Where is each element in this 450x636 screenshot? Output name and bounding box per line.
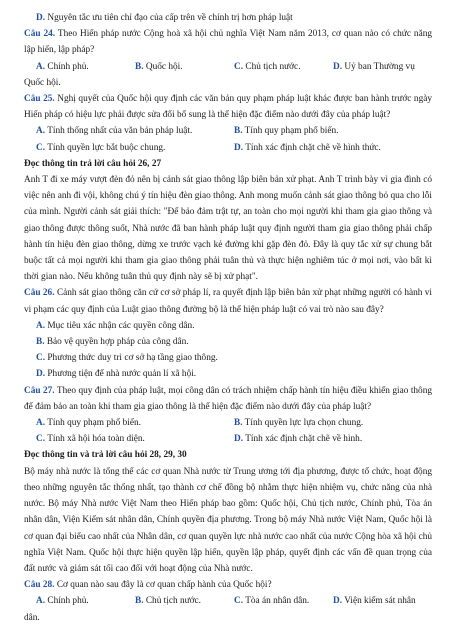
question-27-options-row2 <box>24 431 432 447</box>
question-25-options-row1 <box>24 123 432 139</box>
question-28 <box>24 577 432 593</box>
option-d: D. Tính xác định chặt chẽ về hình. <box>234 434 363 445</box>
option-c: C. Phương thức duy trì cơ sở hạ tầng giao thông. <box>36 353 218 364</box>
reading-passage: Anh T đi xe máy vượt đèn đỏ nên bị cảnh sát giao thông lập biên bản xử phạt. Anh T trình bày vì gia đình có việc nên anh đi vội, không chú ý tín hiệu đèn giao thông. Anh mong muốn cảnh sát giao thông bỏ qua cho lỗi của mình. Người cảnh sát giải thích: "Để bảo đảm trật tự, an toàn cho mọi người khi tham gia giao thông và giao thông được thông suốt, Nhà nước đã ban hành pháp luật quy định người tham gia giao thông phải chấp hành tín hiệu đèn giao thông, dừng xe trước vạch kẻ đường khi gặp đèn đỏ. Đây là quy tắc xử sự chung bắt buộc tất cả mọi người khi tham gia giao thông phải tuân thủ và thực hiện nghiêm túc ở mọi nơi, vào bất kì thời gian nào. Nếu không tuân thủ quy định này sẽ bị xử phạt". <box>24 175 432 283</box>
option-a: A. Tính thống nhất của văn bản pháp luật. <box>36 126 193 137</box>
question-25-options-row2 <box>24 140 432 156</box>
option-c: C. Tòa án nhân dân. <box>234 596 310 607</box>
option-letter: A. <box>36 418 46 429</box>
question-text: Cảnh sát giao thông căn cứ cơ sở pháp lí, ra quyết định lập biên bản xử phạt những người có hành vi vi phạm các quy định của Luật giao thông đường bộ là thể hiện pháp luật có vai trò nào sau đây? <box>24 288 433 315</box>
question-number: Câu 24. <box>24 29 56 40</box>
question-27-options-row1 <box>24 415 432 431</box>
option-letter: C. <box>234 61 244 72</box>
option-d-continuation: dân. <box>24 612 40 623</box>
reading-passage: Bộ máy nhà nước là tổng thể các cơ quan Nhà nước từ Trung ương tới địa phương, được tổ chức, hoạt động theo những nguyên tắc thống nhất, tạo thành cơ chế đồng bộ nhằm thực hiện nhiệm vụ, chức năng của nhà nước. Bộ máy Nhà nước Việt Nam theo Hiến pháp bao gồm: Quốc hội, Chủ tịch nước, Chính phủ, Tòa án nhân dân, Viện Kiểm sát nhân dân, Chính quyền địa phương. Trong bộ máy Nhà nước Việt Nam, Quốc hội là cơ quan đại biểu cao nhất của Nhân dân, cơ quan quyền lực nhà nước cao nhất của nước Cộng hòa xã hội chủ nghĩa Việt Nam. Quốc hội thực hiện quyền lập hiến, quyền lập pháp, quyết định các vấn đề quan trọng của đất nước và giám sát tối cao đối với hoạt động của Nhà nước. <box>24 466 432 574</box>
question-number: Câu 25. <box>24 94 55 105</box>
option-letter: B. <box>234 418 243 429</box>
question-text: Nghị quyết của Quốc hội quy định các văn bản quy phạm pháp luật khác được ban hành trước ngày Hiến pháp có hiệu lực phải được sửa đổi bổ sung là thể hiện đặc điểm nào dưới đây của pháp luật? <box>24 94 432 121</box>
option-c: C. Tính xã hội hóa toàn diện. <box>36 434 145 445</box>
option-letter: D. <box>333 596 343 607</box>
question-number: Câu 27. <box>24 385 55 396</box>
option-a: A. Chính phủ. <box>36 596 89 607</box>
option-d: D. Uỷ ban Thường vụ <box>333 61 415 72</box>
option-d-prev: D. Nguyên tắc ưu tiên chỉ đạo của cấp trên về chính trị hơn pháp luật <box>36 13 293 23</box>
option-d-continuation: Quốc hội. <box>24 77 61 88</box>
option-letter: B. <box>135 61 144 72</box>
reading-heading: Đọc thông tin và trả lời câu hỏi 28, 29, 30 <box>24 450 187 461</box>
option-b: B. Tính quyền lực lựa chọn chung. <box>234 418 364 429</box>
option-d: D. Viện kiểm sát nhân <box>333 596 416 607</box>
option-c: C. Tính quyền lực bắt buộc chung. <box>36 142 166 153</box>
question-text: Cơ quan nào sau đây là cơ quan chấp hành của Quốc hội? <box>56 580 272 591</box>
option-letter: D. <box>36 369 46 380</box>
option-b: B. Tính quy phạm phổ biến. <box>234 126 339 137</box>
option-b: B. Bảo vệ quyền hợp pháp của công dân. <box>36 337 189 348</box>
option-a: A. Tính quy phạm phổ biến. <box>36 418 141 429</box>
option-letter: D. <box>36 13 46 23</box>
option-d: D. Phương tiện để nhà nước quản lí xã hội. <box>36 369 197 380</box>
question-text: Theo quy định của pháp luật, mọi công dân có trách nhiệm chấp hành tín hiệu điều khiển giao thông để đảm bảo an toàn khi tham gia giao thông là thể hiện đặc điểm nào dưới đây của pháp luật? <box>24 385 433 412</box>
option-a: A. Mục tiêu xác nhận các quyền công dân. <box>36 320 195 331</box>
option-b: B. Quốc hội. <box>135 61 183 72</box>
question-number: Câu 26. <box>24 288 55 299</box>
question-24-options <box>24 59 432 75</box>
question-24 <box>24 26 432 58</box>
option-c: C. Chủ tịch nước. <box>234 61 301 72</box>
option-letter: A. <box>36 126 46 137</box>
option-letter: C. <box>234 596 244 607</box>
reading-heading: Đọc thông tin trả lời câu hỏi 26, 27 <box>24 158 162 169</box>
option-letter: A. <box>36 596 46 607</box>
option-letter: B. <box>234 126 243 137</box>
question-text: Theo Hiến pháp nước Cộng hoà xã hội chủ nghĩa Việt Nam năm 2013, cơ quan nào có chức năng lập hiến, lập pháp? <box>24 29 433 56</box>
question-26 <box>24 285 432 317</box>
option-letter: A. <box>36 320 46 331</box>
question-28-options <box>24 593 432 609</box>
option-a: A. Chính phủ. <box>36 61 89 72</box>
option-letter: B. <box>135 596 144 607</box>
option-letter: B. <box>36 337 45 348</box>
option-letter: D. <box>234 142 244 153</box>
option-b: B. Chủ tịch nước. <box>135 596 201 607</box>
option-letter: C. <box>36 142 46 153</box>
option-letter: A. <box>36 61 46 72</box>
option-letter: D. <box>234 434 244 445</box>
option-letter: C. <box>36 353 46 364</box>
option-d: D. Tính xác định chặt chẽ về hình thức. <box>234 142 381 153</box>
option-letter: D. <box>333 61 343 72</box>
question-number: Câu 28. <box>24 580 55 591</box>
option-letter: C. <box>36 434 46 445</box>
question-27 <box>24 383 432 415</box>
question-25 <box>24 91 432 123</box>
